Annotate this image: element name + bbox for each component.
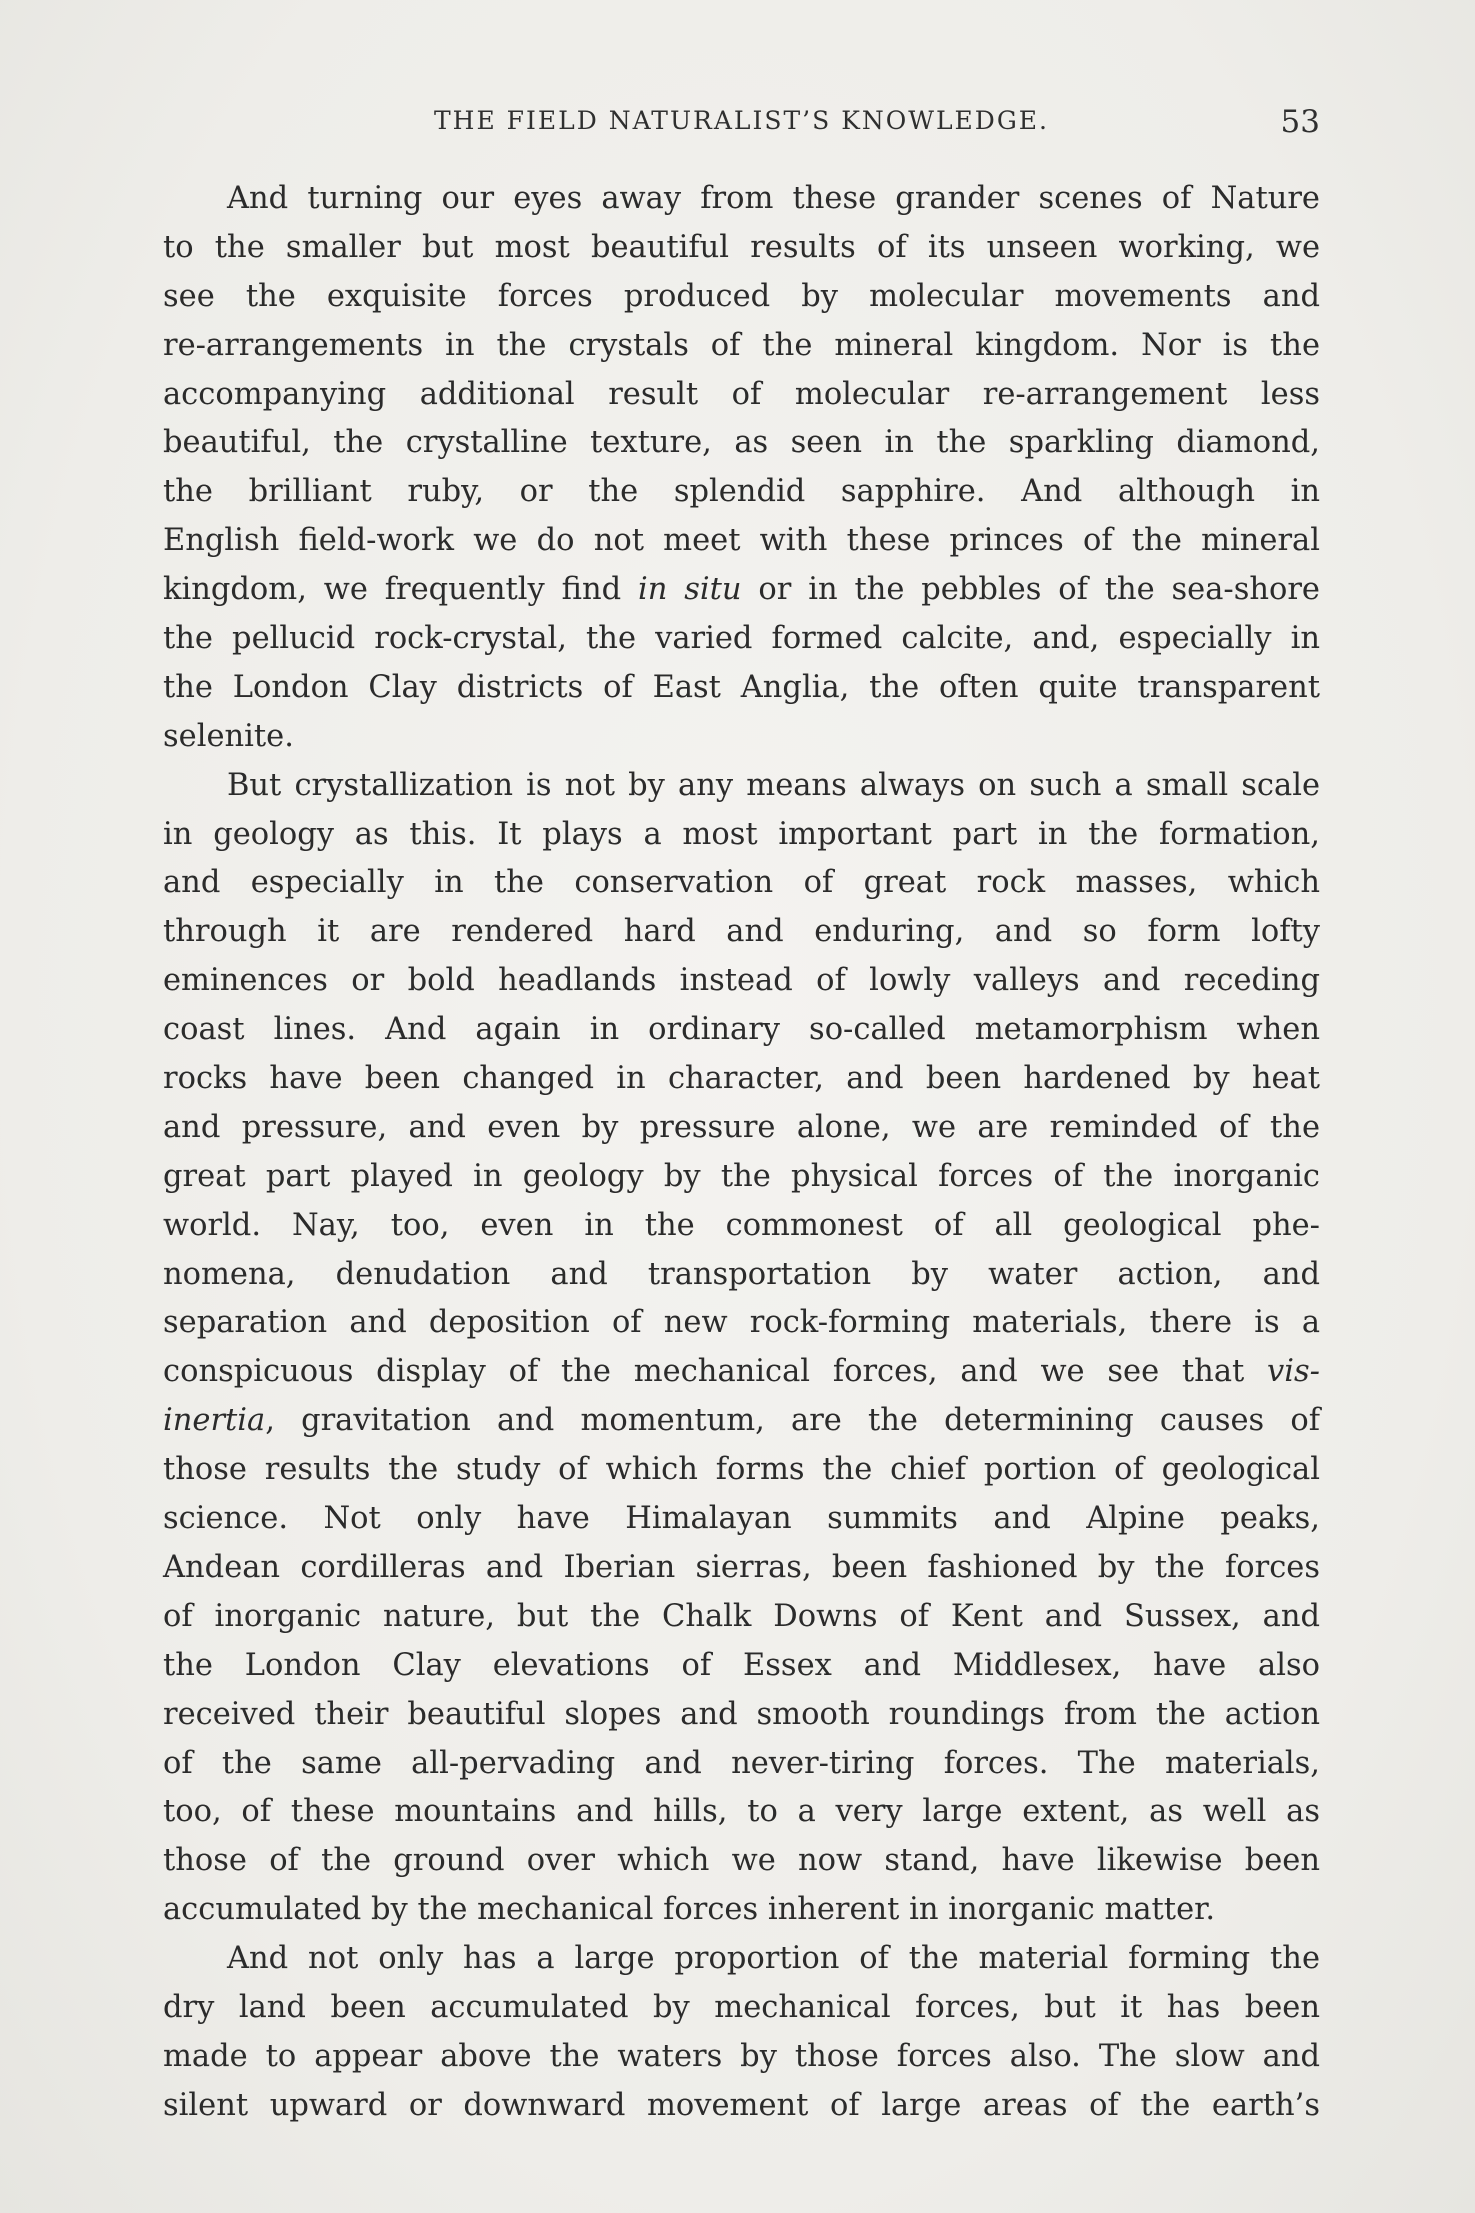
text-line: silent upward or downward movement of large areas of the earth’s [163,2087,1320,2123]
text-line: rocks have been changed in character, and been hardened by heat [163,1061,1320,1097]
text-line: selenite. [163,718,294,754]
text-line: beautiful, the crystalline texture, as seen in the sparkling diamond, [163,425,1320,461]
text-line: in geology as this. It plays a most important part in the formation, [163,816,1320,852]
text-line: made to appear above the waters by those forces also. The slow and [163,2038,1320,2074]
text-line: re-arrangements in the crystals of the mineral kingdom. Nor is the [163,327,1320,363]
text-line: great part played in geology by the physical forces of the inorganic [163,1158,1320,1194]
body-text [163,175,1320,2131]
text-line: dry land been accumulated by mechanical forces, but it has been [163,1989,1320,2025]
italic-phrase: in situ [638,572,742,608]
text-line: through it are rendered hard and enduring, and so form lofty [163,914,1320,950]
text-line: of the same all-pervading and never-tiring forces. The materials, [163,1745,1320,1781]
text-line: and especially in the conservation of great rock masses, which [163,865,1320,901]
text-line: to the smaller but most beautiful results of its unseen working, we [163,229,1320,265]
text-line [163,566,1320,615]
text-segment: conspicuous display of the mechanical forces, and we see that [163,1354,1268,1390]
text-line: accumulated by the mechanical forces inherent in inorganic matter. [163,1892,1216,1928]
running-title: THE FIELD NATURALIST’S KNOWLEDGE. [433,106,1050,135]
text-line: separation and deposition of new rock-forming materials, there is a [163,1305,1320,1341]
text-line: nomena, denudation and transportation by water action, and [163,1256,1320,1292]
text-line: English field-work we do not meet with these princes of the mineral [163,523,1320,559]
text-line: the brilliant ruby, or the splendid sapphire. And although in [163,474,1320,510]
text-line: But crystallization is not by any means always on such a small scale [227,767,1320,803]
text-segment: or in the pebbles of the sea-shore [741,572,1320,608]
text-line: accompanying additional result of molecular re-arrangement less [163,376,1320,412]
text-line [163,1397,1320,1446]
text-line: coast lines. And again in ordinary so-called metamorphism when [163,1012,1320,1048]
text-line: see the exquisite forces produced by molecular movements and [163,278,1320,314]
text-line: the pellucid rock-crystal, the varied formed calcite, and, especially in [163,621,1320,657]
text-line: the London Clay districts of East Anglia, the often quite transparent [163,669,1320,705]
text-line: world. Nay, too, even in the commonest of all geological phe- [163,1207,1320,1243]
italic-phrase: inertia [163,1403,266,1439]
text-line: And not only has a large proportion of the material forming the [227,1941,1320,1977]
text-line: received their beautiful slopes and smooth roundings from the action [163,1696,1320,1732]
text-segment: kingdom, we frequently find [163,572,639,608]
page-number: 53 [1280,104,1320,140]
text-line: those results the study of which forms the chief portion of geological [163,1452,1320,1488]
text-line: those of the ground over which we now stand, have likewise been [163,1843,1320,1879]
text-line: and pressure, and even by pressure alone, we are reminded of the [163,1109,1320,1145]
text-line: of inorganic nature, but the Chalk Downs of Kent and Sussex, and [163,1598,1320,1634]
text-line: too, of these mountains and hills, to a very large extent, as well as [163,1794,1320,1830]
text-line: Andean cordilleras and Iberian sierras, been fashioned by the forces [163,1549,1320,1585]
text-line: eminences or bold headlands instead of lowly valleys and receding [163,963,1320,999]
text-line: science. Not only have Himalayan summits and Alpine peaks, [163,1501,1320,1537]
text-line: And turning our eyes away from these grander scenes of Nature [227,181,1320,216]
page-header [163,100,1320,150]
text-segment: , gravitation and momentum, are the determining causes of [265,1403,1320,1439]
text-line: the London Clay elevations of Essex and Middlesex, have also [163,1647,1320,1683]
text-line [163,1348,1320,1397]
italic-phrase: vis- [1267,1354,1320,1390]
